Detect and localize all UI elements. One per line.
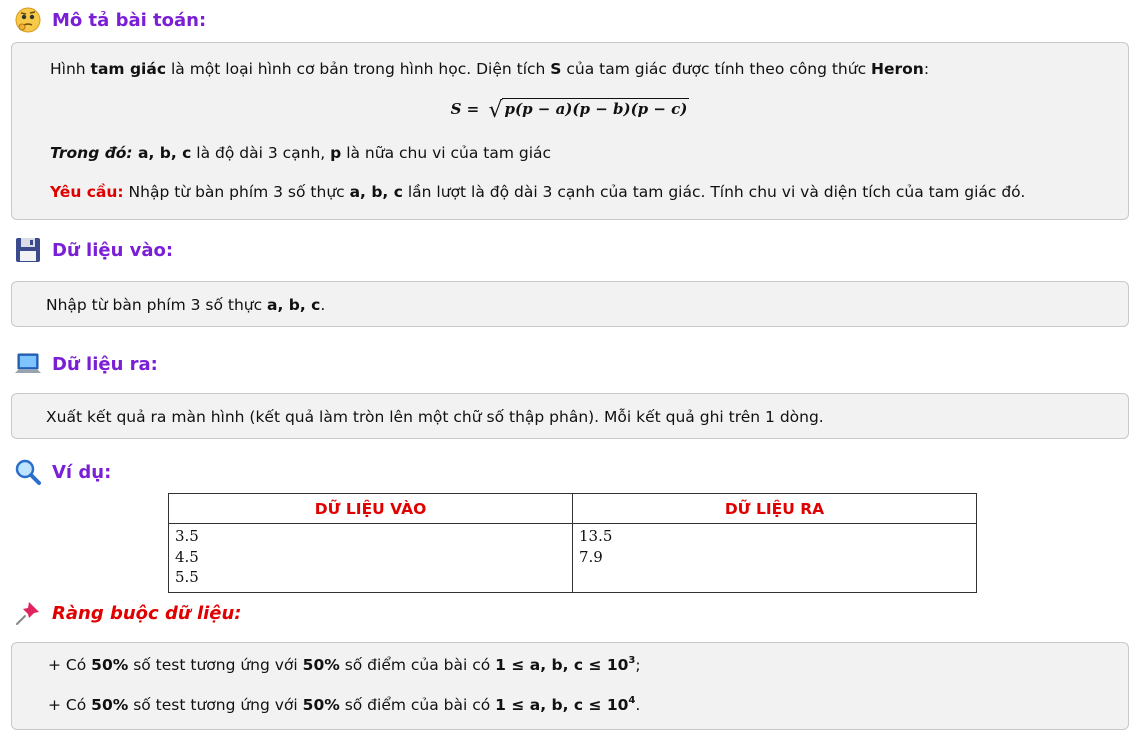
text-bold: a, b, c [349, 183, 403, 201]
example-table [168, 493, 977, 593]
text: số test tương ứng với [128, 656, 303, 674]
example-output-line: 7.9 [579, 547, 603, 566]
requirement-label: Yêu cầu: [50, 183, 124, 201]
floppy-disk-icon [14, 236, 42, 264]
formula-radicand: p(p − a)(p − b)(p − c) [504, 100, 688, 118]
input-desc [46, 296, 325, 314]
output-desc: Xuất kết quả ra màn hình (kết quả làm tròn lên một chữ số thập phân). Mỗi kết quả ghi trên 1 dòng. [46, 408, 824, 426]
text-bold: Heron [871, 60, 924, 78]
heading-description-text: Mô tả bài toán: [52, 9, 207, 31]
text-bold: 4 [628, 695, 636, 706]
example-header-output: DỮ LIỆU RA [573, 494, 977, 524]
example-output-cell [573, 524, 977, 593]
heading-constraints [14, 599, 242, 627]
text-bold: tam giác [90, 60, 167, 78]
text: lần lượt là độ dài 3 cạnh của tam giác. Tính chu vi và diện tích của tam giác đó. [402, 183, 1026, 201]
text: là độ dài 3 cạnh, [191, 144, 331, 162]
text-bold: S [550, 60, 562, 78]
text: Nhập từ bàn phím 3 số thực [123, 183, 350, 201]
example-output-line: 13.5 [579, 527, 613, 545]
input-box [11, 281, 1129, 327]
heading-example-text: Ví dụ: [52, 461, 112, 483]
description-line-1 [50, 60, 929, 78]
text-bold: 1 ≤ a, b, c ≤ 10 [495, 656, 629, 674]
heading-input [14, 236, 173, 264]
requirement-line [50, 183, 1025, 201]
example-data-row [169, 524, 977, 593]
constraints-box [11, 642, 1129, 730]
text-bold: 50% [302, 656, 340, 674]
text: . [320, 296, 326, 314]
laptop-icon [14, 350, 42, 378]
heading-example [14, 458, 111, 486]
heading-constraints-text: Ràng buộc dữ liệu: [52, 602, 242, 624]
description-box [11, 42, 1129, 220]
text: + Có [48, 656, 92, 674]
where-line [50, 144, 551, 162]
example-input-cell [169, 524, 573, 593]
text-bold: a, b, c [132, 144, 192, 162]
example-header-input: DỮ LIỆU VÀO [169, 494, 573, 524]
text: + Có [48, 696, 92, 714]
text: Hình [50, 60, 91, 78]
text: số điểm của bài có [339, 696, 496, 714]
text-bold: 50% [302, 696, 340, 714]
heading-input-text: Dữ liệu vào: [52, 239, 174, 261]
text-bold: a, b, c [267, 296, 321, 314]
heading-output [14, 350, 158, 378]
where-label: Trong đó: [50, 144, 133, 162]
text: ; [635, 656, 641, 674]
heron-formula [12, 98, 1128, 123]
text-bold: 3 [628, 655, 636, 666]
example-input-line: 3.5 [175, 527, 199, 545]
example-input-line: 4.5 [175, 547, 199, 566]
text-bold: 1 ≤ a, b, c ≤ 10 [495, 696, 629, 714]
heading-description [14, 6, 206, 34]
pushpin-icon [14, 599, 42, 627]
text: là nữa chu vi của tam giác [341, 144, 552, 162]
text: là một loại hình cơ bản trong hình học. Diện tích [166, 60, 551, 78]
magnifier-icon [14, 458, 42, 486]
text: số điểm của bài có [339, 656, 496, 674]
example-input-line: 5.5 [175, 568, 199, 586]
sqrt-symbol: √ [488, 98, 503, 123]
text-bold: p [330, 144, 342, 162]
formula-lhs: S = [450, 100, 485, 118]
output-box [11, 393, 1129, 439]
text: của tam giác được tính theo công thức [561, 60, 872, 78]
heading-output-text: Dữ liệu ra: [52, 353, 158, 375]
text: . [635, 696, 641, 714]
text: Nhập từ bàn phím 3 số thực [46, 296, 268, 314]
constraint-line-2 [48, 696, 640, 714]
text: : [923, 60, 930, 78]
constraint-line-1 [48, 656, 641, 674]
text: số test tương ứng với [128, 696, 303, 714]
example-header-row [169, 494, 977, 524]
text-bold: 50% [91, 656, 129, 674]
thinking-face-icon [14, 6, 42, 34]
text-bold: 50% [91, 696, 129, 714]
